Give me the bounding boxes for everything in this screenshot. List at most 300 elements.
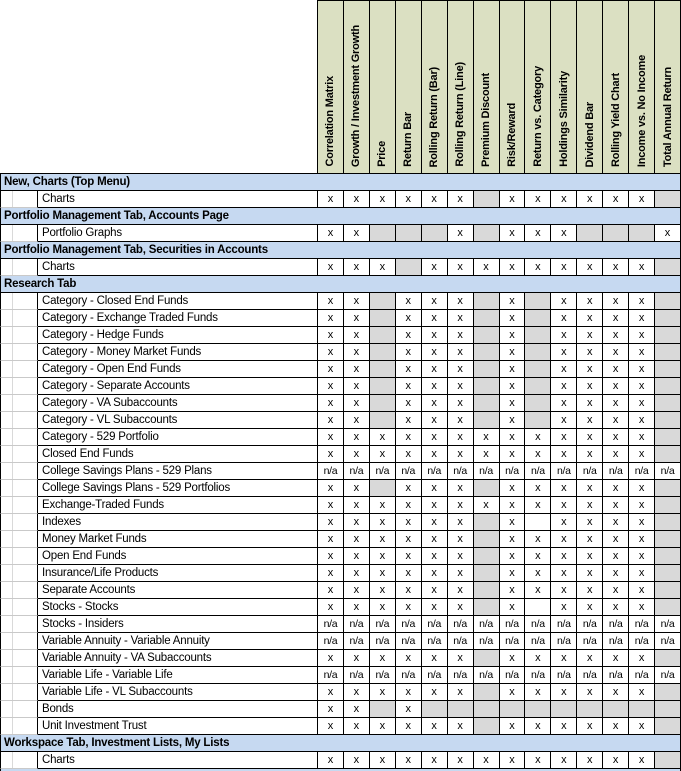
matrix-cell[interactable]: x [396, 752, 422, 769]
matrix-cell[interactable]: x [422, 684, 448, 701]
matrix-cell[interactable]: x [655, 225, 681, 242]
matrix-cell[interactable]: x [500, 548, 526, 565]
matrix-cell[interactable] [422, 701, 448, 718]
matrix-cell[interactable] [370, 310, 396, 327]
matrix-cell[interactable]: x [448, 429, 474, 446]
matrix-cell[interactable] [629, 701, 655, 718]
row-label[interactable]: Category - Exchange Traded Funds [38, 310, 318, 327]
matrix-cell[interactable] [655, 684, 681, 701]
matrix-cell[interactable]: x [603, 548, 629, 565]
matrix-cell[interactable] [474, 344, 500, 361]
row-indent-cell[interactable] [0, 684, 38, 701]
matrix-cell[interactable] [474, 480, 500, 497]
matrix-cell[interactable]: x [422, 191, 448, 208]
matrix-cell[interactable]: n/a [629, 667, 655, 684]
matrix-cell[interactable] [655, 701, 681, 718]
matrix-cell[interactable] [655, 752, 681, 769]
matrix-cell[interactable]: x [577, 650, 603, 667]
matrix-cell[interactable] [474, 293, 500, 310]
matrix-cell[interactable]: x [474, 429, 500, 446]
matrix-cell[interactable] [370, 344, 396, 361]
matrix-cell[interactable]: x [448, 395, 474, 412]
matrix-cell[interactable]: n/a [318, 463, 344, 480]
matrix-cell[interactable]: x [551, 446, 577, 463]
matrix-cell[interactable]: x [577, 310, 603, 327]
matrix-cell[interactable]: x [500, 684, 526, 701]
matrix-cell[interactable]: x [577, 684, 603, 701]
matrix-cell[interactable]: x [344, 497, 370, 514]
matrix-cell[interactable]: x [422, 429, 448, 446]
matrix-cell[interactable]: x [551, 514, 577, 531]
matrix-cell[interactable]: x [603, 531, 629, 548]
matrix-cell[interactable]: x [629, 259, 655, 276]
row-label[interactable]: Charts [38, 191, 318, 208]
matrix-cell[interactable]: x [603, 480, 629, 497]
matrix-cell[interactable]: x [500, 412, 526, 429]
matrix-cell[interactable]: x [396, 310, 422, 327]
matrix-cell[interactable]: x [370, 259, 396, 276]
matrix-cell[interactable]: x [448, 497, 474, 514]
matrix-cell[interactable]: x [318, 752, 344, 769]
row-label[interactable]: Category - 529 Portfolio [38, 429, 318, 446]
matrix-cell[interactable]: x [344, 327, 370, 344]
matrix-cell[interactable]: x [629, 412, 655, 429]
row-indent-cell[interactable] [0, 531, 38, 548]
matrix-cell[interactable]: x [603, 582, 629, 599]
matrix-cell[interactable]: x [577, 599, 603, 616]
matrix-cell[interactable] [655, 514, 681, 531]
matrix-cell[interactable]: n/a [577, 616, 603, 633]
matrix-cell[interactable]: n/a [474, 616, 500, 633]
matrix-cell[interactable]: x [551, 582, 577, 599]
row-label[interactable]: Stocks - Insiders [38, 616, 318, 633]
matrix-cell[interactable] [370, 225, 396, 242]
matrix-cell[interactable]: x [500, 718, 526, 735]
matrix-cell[interactable] [655, 565, 681, 582]
matrix-cell[interactable] [577, 701, 603, 718]
matrix-cell[interactable]: x [344, 191, 370, 208]
matrix-cell[interactable]: x [603, 752, 629, 769]
matrix-cell[interactable]: x [422, 599, 448, 616]
matrix-cell[interactable]: n/a [422, 616, 448, 633]
matrix-cell[interactable]: x [318, 412, 344, 429]
matrix-cell[interactable]: x [500, 650, 526, 667]
matrix-cell[interactable] [370, 480, 396, 497]
matrix-cell[interactable]: x [603, 378, 629, 395]
matrix-cell[interactable]: x [448, 684, 474, 701]
matrix-cell[interactable] [525, 310, 551, 327]
matrix-cell[interactable]: n/a [525, 616, 551, 633]
matrix-cell[interactable]: x [551, 191, 577, 208]
row-label[interactable]: Money Market Funds [38, 531, 318, 548]
column-header[interactable] [655, 0, 681, 174]
matrix-cell[interactable]: n/a [629, 463, 655, 480]
matrix-cell[interactable]: x [603, 327, 629, 344]
matrix-cell[interactable] [474, 565, 500, 582]
matrix-cell[interactable]: x [629, 752, 655, 769]
matrix-cell[interactable]: x [603, 412, 629, 429]
matrix-cell[interactable]: x [344, 650, 370, 667]
matrix-cell[interactable]: x [525, 480, 551, 497]
matrix-cell[interactable]: n/a [577, 463, 603, 480]
matrix-cell[interactable]: x [318, 650, 344, 667]
matrix-cell[interactable]: x [370, 684, 396, 701]
matrix-cell[interactable]: x [396, 361, 422, 378]
matrix-cell[interactable]: n/a [629, 633, 655, 650]
matrix-cell[interactable]: x [318, 378, 344, 395]
matrix-cell[interactable]: x [551, 429, 577, 446]
matrix-cell[interactable]: x [603, 361, 629, 378]
matrix-cell[interactable] [655, 259, 681, 276]
matrix-cell[interactable]: x [318, 191, 344, 208]
matrix-cell[interactable]: x [603, 310, 629, 327]
row-indent-cell[interactable] [0, 497, 38, 514]
matrix-cell[interactable]: n/a [396, 616, 422, 633]
matrix-cell[interactable]: x [344, 565, 370, 582]
matrix-cell[interactable]: x [577, 582, 603, 599]
matrix-cell[interactable] [500, 701, 526, 718]
matrix-cell[interactable] [629, 225, 655, 242]
matrix-cell[interactable]: x [396, 344, 422, 361]
matrix-cell[interactable]: x [577, 565, 603, 582]
matrix-cell[interactable] [577, 225, 603, 242]
matrix-cell[interactable]: n/a [370, 463, 396, 480]
matrix-cell[interactable] [525, 514, 551, 531]
matrix-cell[interactable]: n/a [474, 667, 500, 684]
row-label[interactable]: Exchange-Traded Funds [38, 497, 318, 514]
matrix-cell[interactable]: x [448, 752, 474, 769]
row-label[interactable]: Variable Annuity - VA Subaccounts [38, 650, 318, 667]
matrix-cell[interactable]: x [551, 293, 577, 310]
matrix-cell[interactable]: x [318, 259, 344, 276]
matrix-cell[interactable]: n/a [655, 633, 681, 650]
matrix-cell[interactable]: x [370, 650, 396, 667]
matrix-cell[interactable]: x [318, 531, 344, 548]
matrix-cell[interactable]: x [318, 548, 344, 565]
matrix-cell[interactable]: x [396, 531, 422, 548]
row-label[interactable]: Closed End Funds [38, 446, 318, 463]
matrix-cell[interactable]: n/a [551, 633, 577, 650]
matrix-cell[interactable]: x [370, 582, 396, 599]
matrix-cell[interactable] [655, 327, 681, 344]
row-indent-cell[interactable] [0, 616, 38, 633]
matrix-cell[interactable]: x [525, 582, 551, 599]
matrix-cell[interactable]: x [551, 497, 577, 514]
matrix-cell[interactable]: x [603, 429, 629, 446]
row-indent-cell[interactable] [0, 582, 38, 599]
matrix-cell[interactable]: x [422, 565, 448, 582]
row-indent-cell[interactable] [0, 191, 38, 208]
matrix-cell[interactable]: x [500, 191, 526, 208]
matrix-cell[interactable]: n/a [603, 633, 629, 650]
matrix-cell[interactable]: x [629, 191, 655, 208]
matrix-cell[interactable]: n/a [448, 667, 474, 684]
matrix-cell[interactable] [655, 395, 681, 412]
matrix-cell[interactable]: x [500, 259, 526, 276]
matrix-cell[interactable]: x [629, 378, 655, 395]
matrix-cell[interactable]: x [577, 259, 603, 276]
matrix-cell[interactable]: x [629, 395, 655, 412]
matrix-cell[interactable]: n/a [603, 463, 629, 480]
matrix-cell[interactable]: x [422, 446, 448, 463]
matrix-cell[interactable]: x [603, 259, 629, 276]
row-indent-cell[interactable] [0, 667, 38, 684]
matrix-cell[interactable]: x [344, 378, 370, 395]
matrix-cell[interactable] [370, 378, 396, 395]
matrix-cell[interactable]: x [603, 684, 629, 701]
matrix-cell[interactable]: x [525, 497, 551, 514]
row-label[interactable]: Separate Accounts [38, 582, 318, 599]
column-header[interactable] [396, 0, 422, 174]
matrix-cell[interactable]: x [370, 191, 396, 208]
matrix-cell[interactable]: x [500, 582, 526, 599]
matrix-cell[interactable]: x [396, 718, 422, 735]
row-indent-cell[interactable] [0, 310, 38, 327]
matrix-cell[interactable]: x [500, 497, 526, 514]
matrix-cell[interactable] [655, 531, 681, 548]
matrix-cell[interactable] [370, 293, 396, 310]
matrix-cell[interactable]: n/a [370, 667, 396, 684]
row-indent-cell[interactable] [0, 650, 38, 667]
matrix-cell[interactable]: x [500, 429, 526, 446]
matrix-cell[interactable]: x [396, 548, 422, 565]
matrix-cell[interactable]: x [396, 565, 422, 582]
matrix-cell[interactable]: n/a [344, 667, 370, 684]
matrix-cell[interactable]: x [318, 429, 344, 446]
matrix-cell[interactable]: x [370, 446, 396, 463]
matrix-cell[interactable] [655, 497, 681, 514]
matrix-cell[interactable]: x [422, 310, 448, 327]
column-header[interactable] [474, 0, 500, 174]
matrix-cell[interactable] [474, 531, 500, 548]
matrix-cell[interactable] [655, 548, 681, 565]
matrix-cell[interactable] [474, 191, 500, 208]
matrix-cell[interactable]: x [603, 514, 629, 531]
matrix-cell[interactable]: n/a [525, 667, 551, 684]
matrix-cell[interactable]: x [500, 599, 526, 616]
matrix-cell[interactable]: x [629, 480, 655, 497]
matrix-cell[interactable]: x [551, 344, 577, 361]
matrix-cell[interactable]: x [500, 565, 526, 582]
matrix-cell[interactable]: x [396, 191, 422, 208]
row-indent-cell[interactable] [0, 633, 38, 650]
column-header[interactable] [500, 0, 526, 174]
matrix-cell[interactable]: x [396, 293, 422, 310]
matrix-cell[interactable]: x [629, 599, 655, 616]
matrix-cell[interactable]: x [551, 531, 577, 548]
matrix-cell[interactable]: n/a [603, 616, 629, 633]
matrix-cell[interactable]: x [318, 344, 344, 361]
matrix-cell[interactable]: n/a [396, 633, 422, 650]
matrix-cell[interactable]: x [344, 684, 370, 701]
matrix-cell[interactable] [655, 599, 681, 616]
matrix-cell[interactable]: x [396, 650, 422, 667]
matrix-cell[interactable]: x [525, 565, 551, 582]
matrix-cell[interactable]: x [629, 344, 655, 361]
matrix-cell[interactable]: x [577, 548, 603, 565]
matrix-cell[interactable]: x [344, 752, 370, 769]
matrix-cell[interactable]: x [500, 225, 526, 242]
matrix-cell[interactable]: n/a [655, 616, 681, 633]
matrix-cell[interactable]: x [422, 582, 448, 599]
matrix-cell[interactable] [474, 718, 500, 735]
matrix-cell[interactable] [370, 412, 396, 429]
matrix-cell[interactable] [474, 701, 500, 718]
matrix-cell[interactable]: x [448, 599, 474, 616]
matrix-cell[interactable]: x [551, 412, 577, 429]
matrix-cell[interactable]: x [551, 684, 577, 701]
matrix-cell[interactable]: x [551, 548, 577, 565]
matrix-cell[interactable]: x [370, 548, 396, 565]
matrix-cell[interactable]: x [448, 191, 474, 208]
matrix-cell[interactable] [655, 650, 681, 667]
matrix-cell[interactable]: n/a [551, 616, 577, 633]
matrix-cell[interactable]: x [629, 446, 655, 463]
matrix-cell[interactable]: x [370, 497, 396, 514]
matrix-cell[interactable]: x [525, 650, 551, 667]
row-label[interactable]: Category - Open End Funds [38, 361, 318, 378]
matrix-cell[interactable] [474, 395, 500, 412]
matrix-cell[interactable]: x [603, 565, 629, 582]
matrix-cell[interactable]: x [551, 259, 577, 276]
matrix-cell[interactable]: x [422, 514, 448, 531]
matrix-cell[interactable]: x [344, 293, 370, 310]
matrix-cell[interactable]: x [344, 582, 370, 599]
row-label[interactable]: College Savings Plans - 529 Plans [38, 463, 318, 480]
matrix-cell[interactable]: x [344, 412, 370, 429]
matrix-cell[interactable]: x [525, 259, 551, 276]
matrix-cell[interactable] [525, 378, 551, 395]
matrix-cell[interactable]: x [551, 378, 577, 395]
row-label[interactable]: Variable Life - Variable Life [38, 667, 318, 684]
row-indent-cell[interactable] [0, 701, 38, 718]
matrix-cell[interactable] [655, 718, 681, 735]
matrix-cell[interactable]: x [577, 412, 603, 429]
matrix-cell[interactable]: n/a [344, 633, 370, 650]
matrix-cell[interactable]: x [396, 497, 422, 514]
column-header[interactable] [629, 0, 655, 174]
row-label[interactable]: Open End Funds [38, 548, 318, 565]
matrix-cell[interactable] [474, 361, 500, 378]
row-indent-cell[interactable] [0, 429, 38, 446]
row-indent-cell[interactable] [0, 259, 38, 276]
matrix-cell[interactable]: n/a [500, 667, 526, 684]
matrix-cell[interactable]: x [577, 361, 603, 378]
matrix-cell[interactable]: n/a [551, 667, 577, 684]
matrix-cell[interactable]: n/a [577, 667, 603, 684]
row-indent-cell[interactable] [0, 565, 38, 582]
section-header[interactable]: Portfolio Management Tab, Securities in Accounts [0, 242, 681, 259]
matrix-cell[interactable]: x [344, 548, 370, 565]
row-label[interactable]: Bonds [38, 701, 318, 718]
matrix-cell[interactable]: x [603, 718, 629, 735]
matrix-cell[interactable]: n/a [318, 667, 344, 684]
matrix-cell[interactable]: x [500, 378, 526, 395]
row-indent-cell[interactable] [0, 599, 38, 616]
row-label[interactable]: Portfolio Graphs [38, 225, 318, 242]
matrix-cell[interactable]: x [629, 565, 655, 582]
matrix-cell[interactable]: x [422, 378, 448, 395]
matrix-cell[interactable]: x [370, 514, 396, 531]
row-indent-cell[interactable] [0, 327, 38, 344]
matrix-cell[interactable]: n/a [318, 616, 344, 633]
matrix-cell[interactable]: x [474, 259, 500, 276]
matrix-cell[interactable]: x [603, 293, 629, 310]
matrix-cell[interactable]: x [318, 599, 344, 616]
row-label[interactable]: Category - Hedge Funds [38, 327, 318, 344]
matrix-cell[interactable]: x [525, 429, 551, 446]
matrix-cell[interactable]: x [474, 446, 500, 463]
matrix-cell[interactable] [525, 327, 551, 344]
matrix-cell[interactable]: x [525, 531, 551, 548]
matrix-cell[interactable]: x [500, 293, 526, 310]
matrix-cell[interactable]: x [370, 565, 396, 582]
matrix-cell[interactable]: x [448, 293, 474, 310]
row-label[interactable]: Insurance/Life Products [38, 565, 318, 582]
matrix-cell[interactable]: x [551, 599, 577, 616]
matrix-cell[interactable]: x [344, 599, 370, 616]
row-indent-cell[interactable] [0, 480, 38, 497]
matrix-cell[interactable] [655, 344, 681, 361]
matrix-cell[interactable]: x [396, 327, 422, 344]
matrix-cell[interactable]: x [422, 718, 448, 735]
matrix-cell[interactable]: x [448, 361, 474, 378]
matrix-cell[interactable]: n/a [448, 633, 474, 650]
matrix-cell[interactable]: x [629, 327, 655, 344]
matrix-cell[interactable]: x [629, 718, 655, 735]
matrix-cell[interactable]: x [318, 701, 344, 718]
matrix-cell[interactable] [655, 412, 681, 429]
column-header[interactable] [577, 0, 603, 174]
matrix-cell[interactable]: x [422, 497, 448, 514]
matrix-cell[interactable]: n/a [474, 463, 500, 480]
matrix-cell[interactable]: x [500, 310, 526, 327]
matrix-cell[interactable] [603, 225, 629, 242]
matrix-cell[interactable]: x [396, 684, 422, 701]
matrix-cell[interactable] [603, 701, 629, 718]
matrix-cell[interactable]: x [551, 752, 577, 769]
matrix-cell[interactable]: x [344, 429, 370, 446]
matrix-cell[interactable]: x [551, 480, 577, 497]
matrix-cell[interactable]: x [577, 378, 603, 395]
matrix-cell[interactable]: x [396, 429, 422, 446]
column-header[interactable] [551, 0, 577, 174]
matrix-cell[interactable]: x [422, 293, 448, 310]
matrix-cell[interactable]: x [422, 395, 448, 412]
matrix-cell[interactable]: n/a [603, 667, 629, 684]
matrix-cell[interactable] [525, 701, 551, 718]
matrix-cell[interactable]: x [629, 310, 655, 327]
matrix-cell[interactable]: x [577, 531, 603, 548]
matrix-cell[interactable] [655, 191, 681, 208]
matrix-cell[interactable]: x [603, 650, 629, 667]
matrix-cell[interactable] [655, 429, 681, 446]
matrix-cell[interactable]: x [603, 446, 629, 463]
matrix-cell[interactable]: x [318, 514, 344, 531]
column-header[interactable] [448, 0, 474, 174]
matrix-cell[interactable]: x [577, 514, 603, 531]
matrix-cell[interactable]: x [396, 395, 422, 412]
matrix-cell[interactable]: x [370, 718, 396, 735]
matrix-cell[interactable]: x [525, 191, 551, 208]
matrix-cell[interactable]: x [551, 565, 577, 582]
matrix-cell[interactable]: n/a [422, 633, 448, 650]
matrix-cell[interactable]: x [422, 548, 448, 565]
section-header[interactable]: Research Tab [0, 276, 681, 293]
row-indent-cell[interactable] [0, 446, 38, 463]
matrix-cell[interactable] [655, 378, 681, 395]
matrix-cell[interactable]: x [422, 480, 448, 497]
